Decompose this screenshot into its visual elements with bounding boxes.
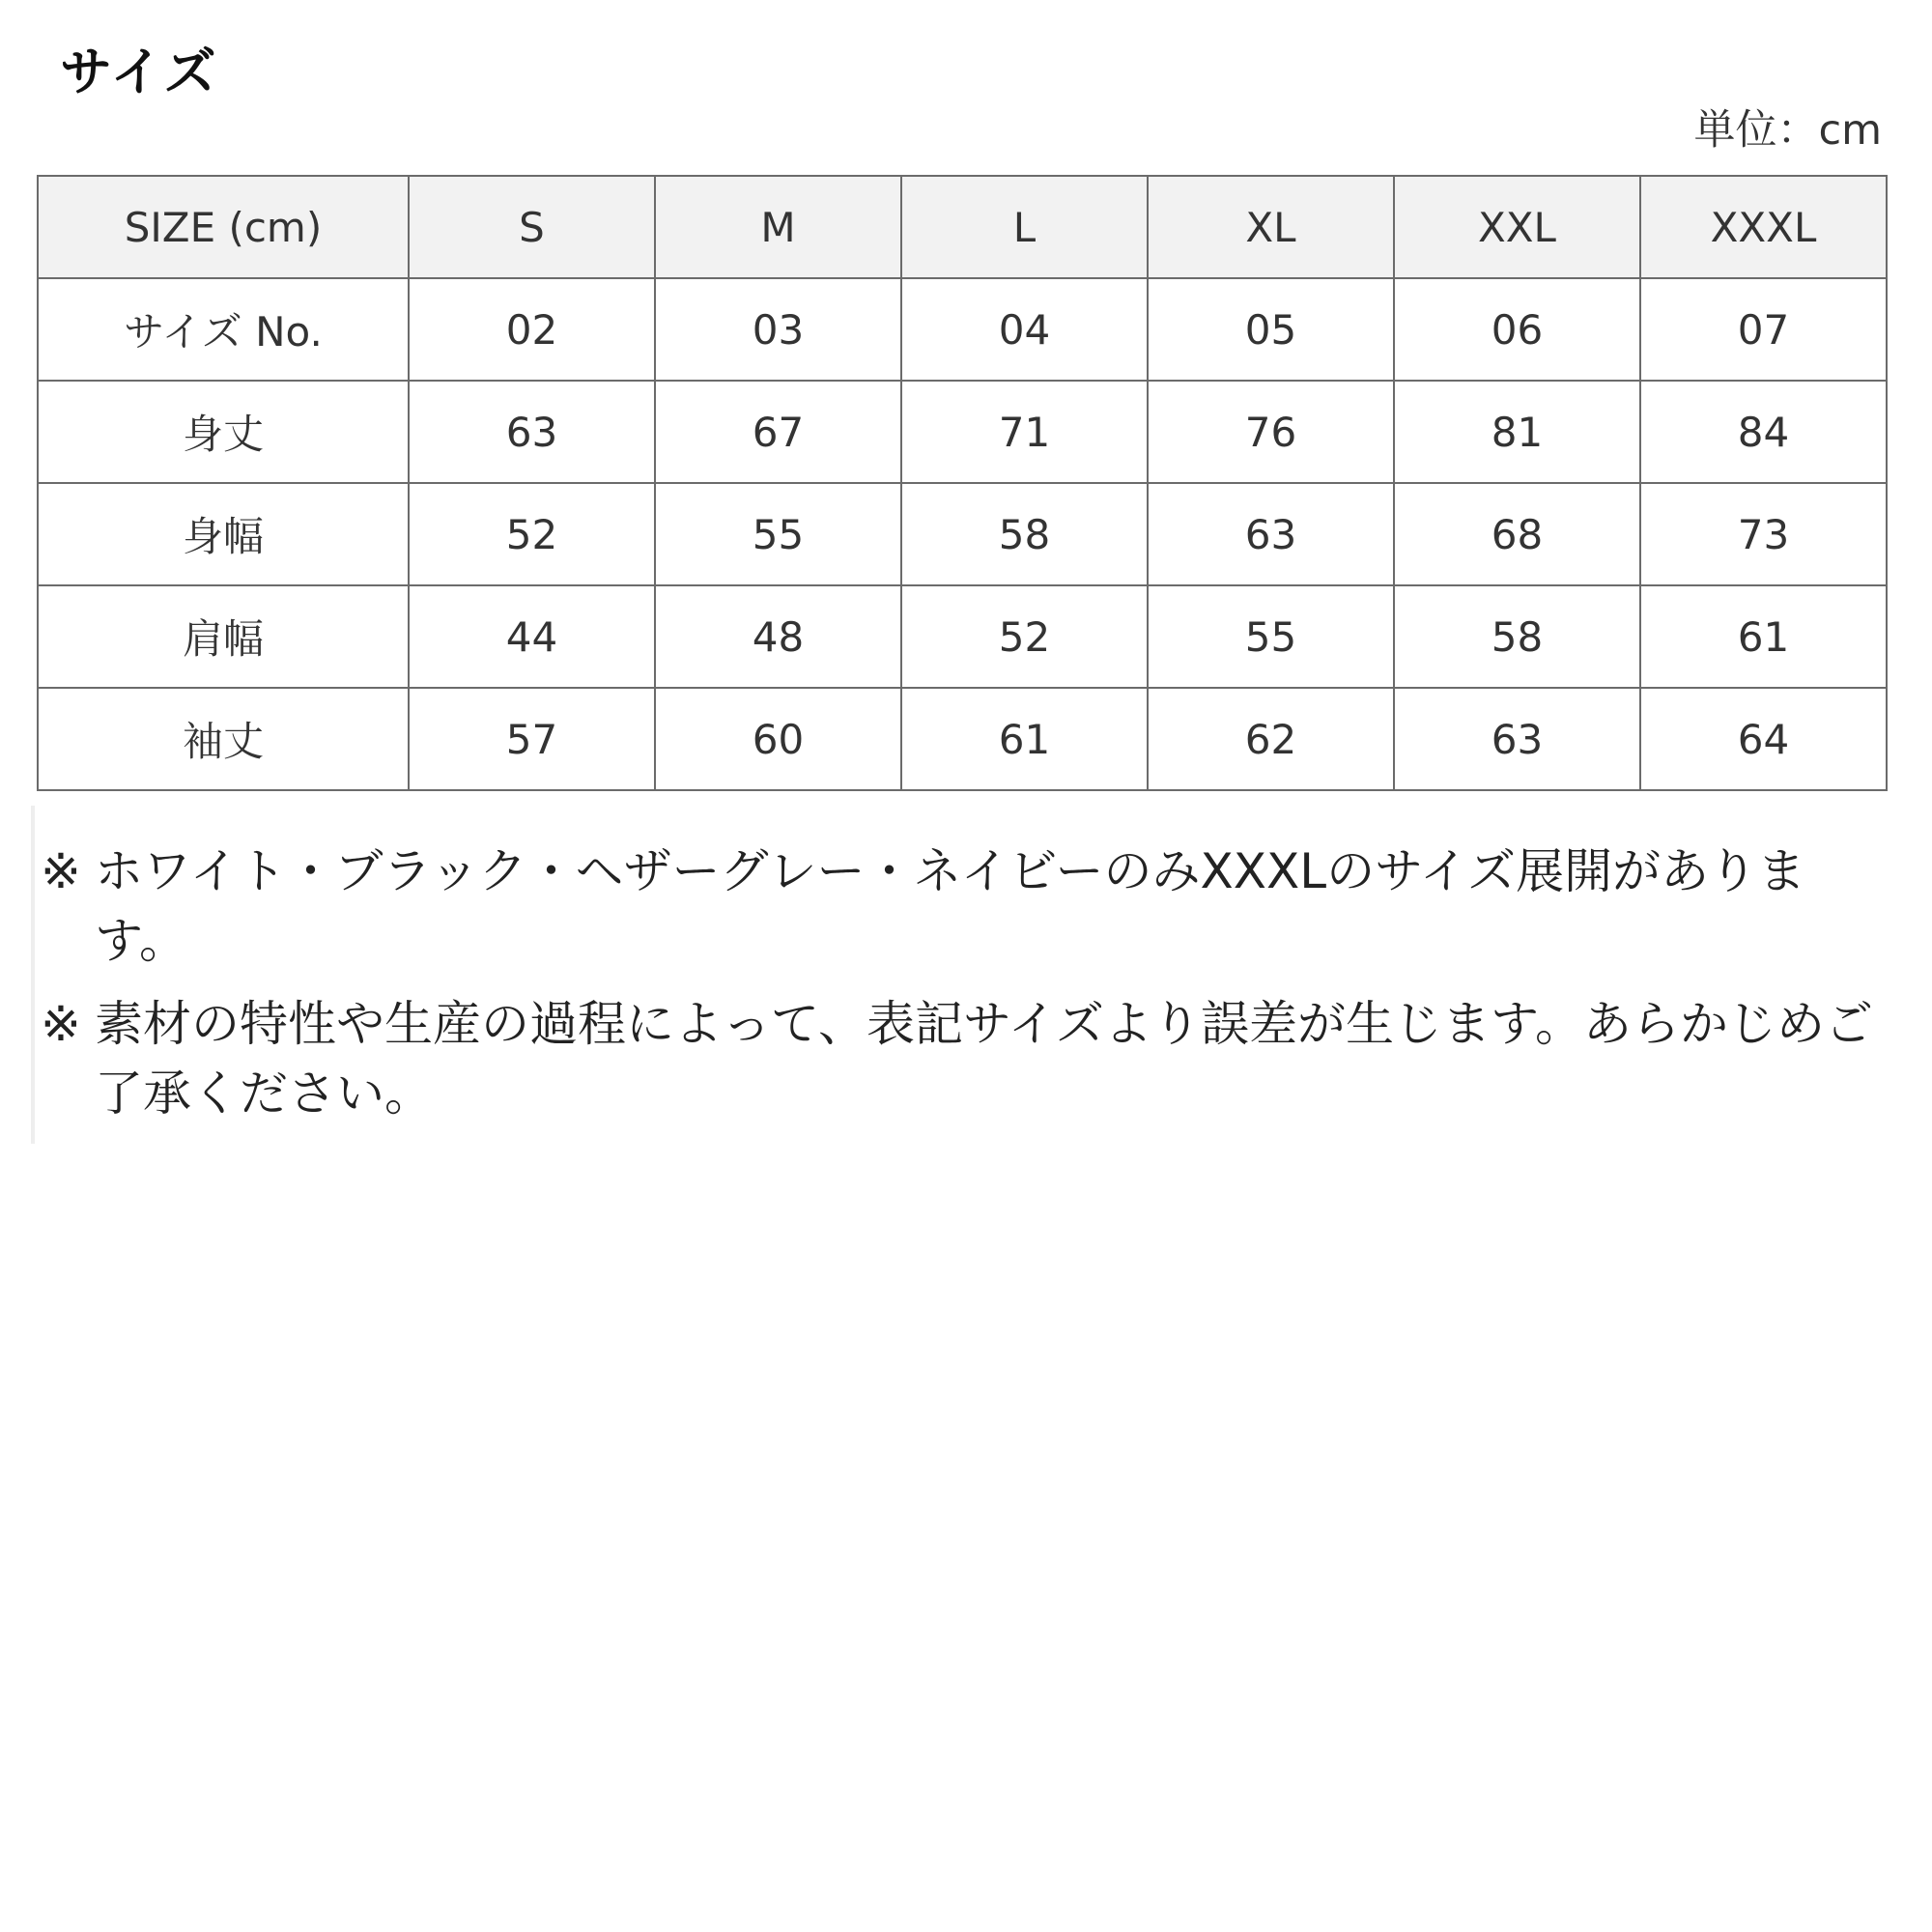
table-cell: 62 (1148, 688, 1394, 790)
table-cell: 05 (1148, 278, 1394, 381)
table-cell: 04 (901, 278, 1148, 381)
note-size-tolerance (41, 989, 1876, 1128)
row-label-body-width: 身幅 (38, 483, 409, 585)
header-cell-size: SIZE (cm) (38, 176, 409, 278)
table-cell: 63 (409, 381, 655, 483)
table-cell: 48 (655, 585, 901, 688)
table-cell: 06 (1394, 278, 1640, 381)
header-cell-xxl: XXL (1394, 176, 1640, 278)
table-row (38, 381, 1887, 483)
table-cell: 55 (1148, 585, 1394, 688)
table-cell: 58 (901, 483, 1148, 585)
table-cell: 73 (1640, 483, 1887, 585)
size-table (37, 175, 1888, 791)
table-row (38, 688, 1887, 790)
table-cell: 67 (655, 381, 901, 483)
table-row (38, 278, 1887, 381)
table-cell: 76 (1148, 381, 1394, 483)
header-cell-xxxl: XXXL (1640, 176, 1887, 278)
table-row (38, 585, 1887, 688)
row-label-sleeve-length: 袖丈 (38, 688, 409, 790)
note-mark: ※ (41, 996, 81, 1052)
table-cell: 61 (1640, 585, 1887, 688)
table-cell: 07 (1640, 278, 1887, 381)
row-label-shoulder-width: 肩幅 (38, 585, 409, 688)
notes-section (31, 806, 1894, 1144)
header-cell-s: S (409, 176, 655, 278)
header-cell-l: L (901, 176, 1148, 278)
unit-label: 単位：cm (1693, 106, 1882, 155)
row-label-size-no: サイズ No. (38, 278, 409, 381)
header-cell-xl: XL (1148, 176, 1394, 278)
table-cell: 52 (409, 483, 655, 585)
table-cell: 84 (1640, 381, 1887, 483)
note-text: ホワイト・ブラック・ヘザーグレー・ネイビーのみXXXLのサイズ展開があります。 (95, 843, 1806, 969)
row-label-body-length: 身丈 (38, 381, 409, 483)
table-cell: 61 (901, 688, 1148, 790)
table-cell: 44 (409, 585, 655, 688)
table-cell: 63 (1394, 688, 1640, 790)
note-mark: ※ (41, 843, 81, 899)
table-cell: 57 (409, 688, 655, 790)
header-cell-m: M (655, 176, 901, 278)
note-text: 素材の特性や生産の過程によって、表記サイズより誤差が生じます。あらかじめご了承ください。 (95, 996, 1873, 1122)
table-cell: 68 (1394, 483, 1640, 585)
table-cell: 63 (1148, 483, 1394, 585)
note-xxxl-availability (41, 837, 1876, 976)
table-cell: 71 (901, 381, 1148, 483)
page-title: サイズ (60, 42, 218, 102)
table-cell: 52 (901, 585, 1148, 688)
table-cell: 81 (1394, 381, 1640, 483)
table-cell: 02 (409, 278, 655, 381)
table-cell: 64 (1640, 688, 1887, 790)
table-header-row (38, 176, 1887, 278)
table-row (38, 483, 1887, 585)
table-cell: 03 (655, 278, 901, 381)
table-cell: 58 (1394, 585, 1640, 688)
table-cell: 60 (655, 688, 901, 790)
table-cell: 55 (655, 483, 901, 585)
